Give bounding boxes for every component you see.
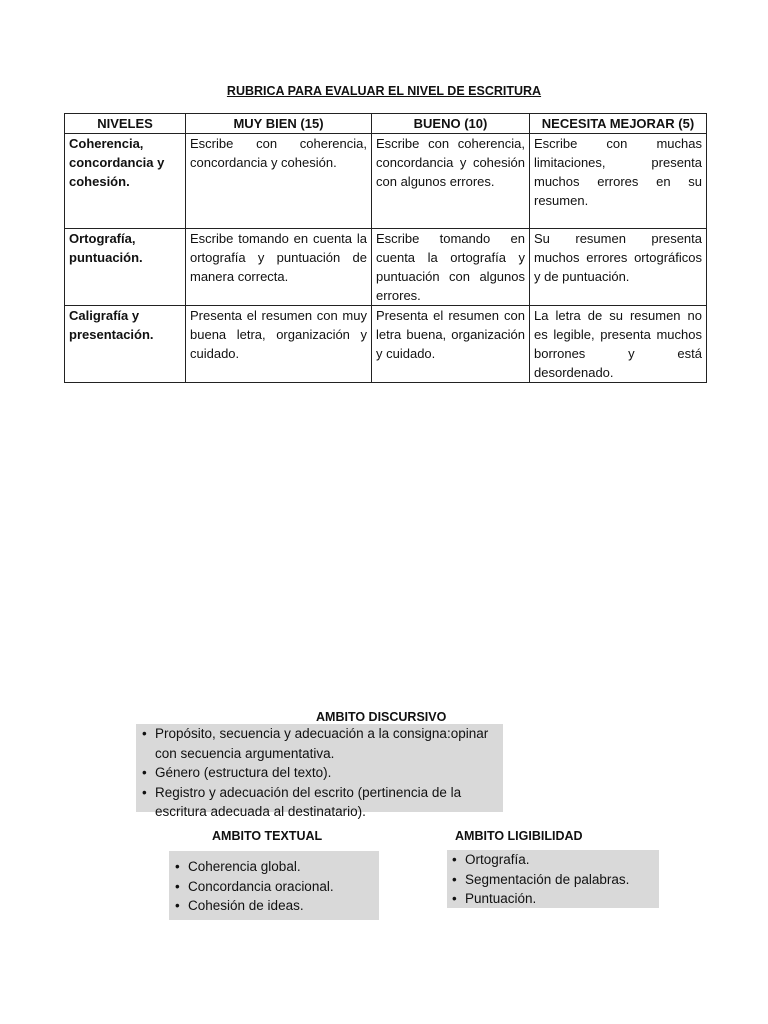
list-item-text: Registro y adecuación del escrito (pertinencia de la escritura adecuada al destinatario). (155, 784, 462, 819)
cell-necesita-mejorar: Su resumen presenta muchos errores ortográficos y de puntuación. (530, 229, 707, 306)
header-muy-bien: MUY BIEN (15) (186, 114, 372, 134)
bullet-icon: • (452, 852, 457, 867)
list-item-text: Cohesión de ideas. (188, 898, 304, 913)
row-level-label: Caligrafía y presentación. (65, 306, 186, 383)
bullet-icon: • (142, 726, 147, 741)
bullet-icon: • (175, 898, 180, 913)
cell-muy-bien: Escribe tomando en cuenta la ortografía y puntuación de manera correcta. (186, 229, 372, 306)
list-item-text: Ortografía. (465, 852, 530, 867)
list-item (142, 724, 497, 763)
list-item-text: Género (estructura del texto). (155, 765, 332, 780)
bullet-icon: • (142, 765, 147, 780)
cell-muy-bien: Escribe con coherencia, concordancia y cohesión. (186, 134, 372, 229)
ambito-discursivo-list (142, 724, 497, 822)
cell-bueno: Presenta el resumen con letra buena, organización y cuidado. (372, 306, 530, 383)
cell-bueno: Escribe tomando en cuenta la ortografía y puntuación con algunos errores. (372, 229, 530, 306)
page-title: RUBRICA PARA EVALUAR EL NIVEL DE ESCRITURA (226, 84, 542, 98)
list-item-text: Puntuación. (465, 891, 537, 906)
header-bueno: BUENO (10) (372, 114, 530, 134)
rubric-table (64, 113, 707, 383)
bullet-icon: • (142, 784, 147, 800)
list-item-text: Coherencia global. (188, 859, 301, 874)
list-item (452, 870, 659, 890)
table-row (65, 134, 707, 229)
ambito-textual-list (175, 857, 379, 916)
ambito-textual-box (169, 851, 379, 920)
list-item (175, 896, 379, 916)
bullet-icon: • (175, 878, 180, 894)
cell-muy-bien: Presenta el resumen con muy buena letra, organización y cuidado. (186, 306, 372, 383)
header-necesita-mejorar: NECESITA MEJORAR (5) (530, 114, 707, 134)
header-niveles: NIVELES (65, 114, 186, 134)
ambito-ligibilidad-list (452, 850, 659, 909)
cell-necesita-mejorar: La letra de su resumen no es legible, presenta muchos borrones y está desordenado. (530, 306, 707, 383)
cell-necesita-mejorar: Escribe con muchas limitaciones, presenta muchos errores en su resumen. (530, 134, 707, 229)
row-level-label: Ortografía, puntuación. (65, 229, 186, 306)
table-row (65, 306, 707, 383)
list-item-text: Propósito, secuencia y adecuación a la consigna:opinar con secuencia argumentativa. (155, 726, 489, 761)
ambito-discursivo-box (136, 724, 503, 819)
list-item (142, 783, 497, 822)
list-item (142, 763, 497, 783)
list-item-text: Segmentación de palabras. (465, 871, 630, 887)
row-level-label: Coherencia, concordancia y cohesión. (65, 134, 186, 229)
ambito-discursivo-title: AMBITO DISCURSIVO (316, 710, 447, 724)
bullet-icon: • (175, 859, 180, 874)
cell-bueno: Escribe con coherencia, concordancia y cohesión con algunos errores. (372, 134, 530, 229)
bullet-icon: • (452, 891, 457, 906)
list-item (175, 857, 379, 877)
table-row (65, 229, 707, 306)
bullet-icon: • (452, 871, 457, 887)
ambito-ligibilidad-box (447, 850, 659, 908)
list-item-text: Concordancia oracional. (188, 878, 334, 894)
list-item (175, 877, 379, 897)
list-item (452, 889, 659, 909)
ambito-ligibilidad-title: AMBITO LIGIBILIDAD (455, 829, 583, 843)
list-item (452, 850, 659, 870)
ambito-textual-title: AMBITO TEXTUAL (212, 829, 323, 843)
table-header-row (65, 114, 707, 134)
